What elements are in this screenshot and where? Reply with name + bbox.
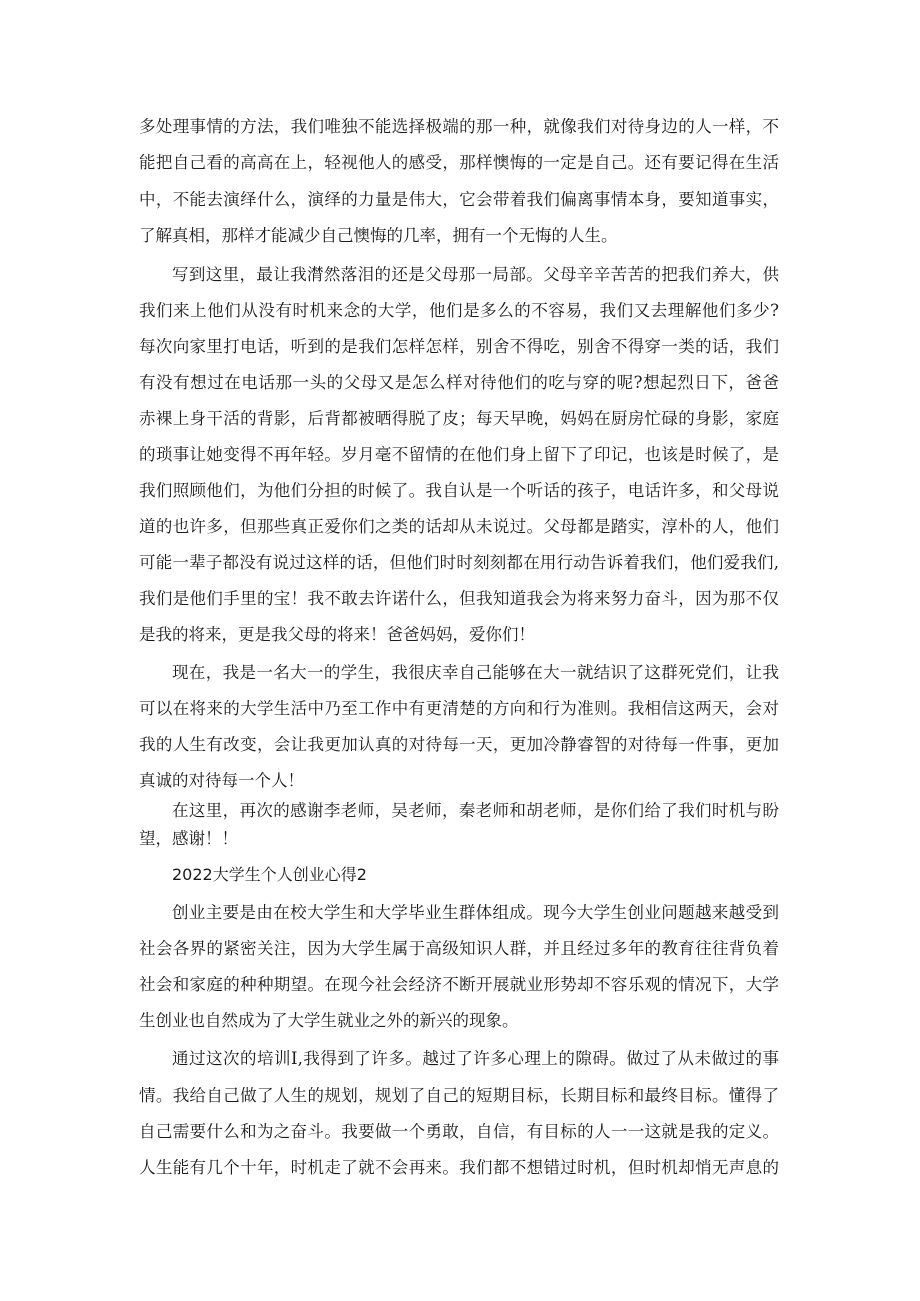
text-line: 自己需要什么和为之奋斗。我要做一个勇敢，自信，有目标的人一一这就是我的定义。	[139, 1122, 779, 1141]
text-line: 社会和家庭的种种期望。在现今社会经济不断开展就业形势却不容乐观的情况下，大学	[139, 975, 779, 994]
text-line: 人生能有几个十年，时机走了就不会再来。我们都不想错过时机，但时机却悄无声息的	[139, 1158, 779, 1177]
text-line: 现在，我是一名大一的学生，我很庆幸自己能够在大一就结识了这群死党们，让我	[172, 663, 779, 682]
section-heading: 2022大学生个人创业心得2	[172, 865, 367, 884]
text-line: 有没有想过在电话那一头的父母又是怎么样对待他们的吃与穿的呢?想起烈日下，爸爸	[139, 373, 779, 392]
text-line: 是我的将来，更是我父母的将来！爸爸妈妈，爱你们！	[139, 625, 535, 644]
text-line: 情。我给自己做了人生的规划，规划了自己的短期目标，长期目标和最终目标。懂得了	[139, 1086, 779, 1105]
text-line: 在这里，再次的感谢李老师，吴老师，秦老师和胡老师，是你们给了我们时机与盼	[172, 801, 779, 820]
text-line: 生创业也自然成为了大学生就业之外的新兴的现象。	[139, 1011, 519, 1030]
text-line: 可能一辈子都没有说过这样的话，但他们时时刻刻都在用行动告诉着我们，他们爱我们,	[139, 553, 779, 572]
text-line: 每次向家里打电话，听到的是我们怎样怎样，别舍不得吃，别舍不得穿一类的话，我们	[139, 337, 779, 356]
text-line: 道的也许多，但那些真正爱你们之类的话却从未说过。父母都是踏实，淳朴的人，他们	[139, 517, 779, 536]
text-line: 的琐事让她变得不再年轻。岁月毫不留情的在他们身上留下了印记，也该是时候了，是	[139, 445, 779, 464]
text-line: 赤裸上身干活的背影，后背都被晒得脱了皮；每天早晚，妈妈在厨房忙碌的身影，家庭	[139, 409, 779, 428]
text-line: 真诚的对待每一个人！	[139, 771, 304, 790]
text-line: 多处理事情的方法，我们唯独不能选择极端的那一种，就像我们对待身边的人一样，不	[139, 117, 779, 136]
text-line: 社会各界的紧密关注，因为大学生属于高级知识人群，并且经过多年的教育往往背负着	[139, 939, 779, 958]
text-line: 创业主要是由在校大学生和大学毕业生群体组成。现今大学生创业问题越来越受到	[172, 903, 779, 922]
text-line: 我的人生有改变，会让我更加认真的对待每一天，更加冷静睿智的对待每一件事，更加	[139, 735, 779, 754]
text-line: 我们来上他们从没有时机来念的大学，他们是多么的不容易，我们又去理解他们多少?	[139, 301, 779, 320]
text-line: 写到这里，最让我潸然落泪的还是父母那一局部。父母辛辛苦苦的把我们养大，供	[172, 265, 779, 284]
text-line: 了解真相，那样才能减少自己懊悔的几率，拥有一个无悔的人生。	[139, 226, 618, 245]
text-line: 中，不能去演绎什么，演绎的力量是伟大，它会带着我们偏离事情本身，要知道事实，	[139, 190, 779, 209]
text-line: 望，感谢！！	[139, 829, 238, 848]
text-line: 我们是他们手里的宝！我不敢去许诺什么，但我知道我会为将来努力奋斗，因为那不仅	[139, 589, 779, 608]
text-line: 通过这次的培训I,我得到了许多。越过了许多心理上的隙碍。做过了从未做过的事	[172, 1049, 779, 1068]
text-line: 可以在将来的大学生活中乃至工作中有更清楚的方向和行为准则。我相信这两天，会对	[139, 699, 779, 718]
text-line: 能把自己看的高高在上，轻视他人的感受，那样懊悔的一定是自己。还有要记得在生活	[139, 153, 779, 172]
text-line: 我们照顾他们，为他们分担的时候了。我自认是一个听话的孩子，电话许多，和父母说	[139, 481, 779, 500]
